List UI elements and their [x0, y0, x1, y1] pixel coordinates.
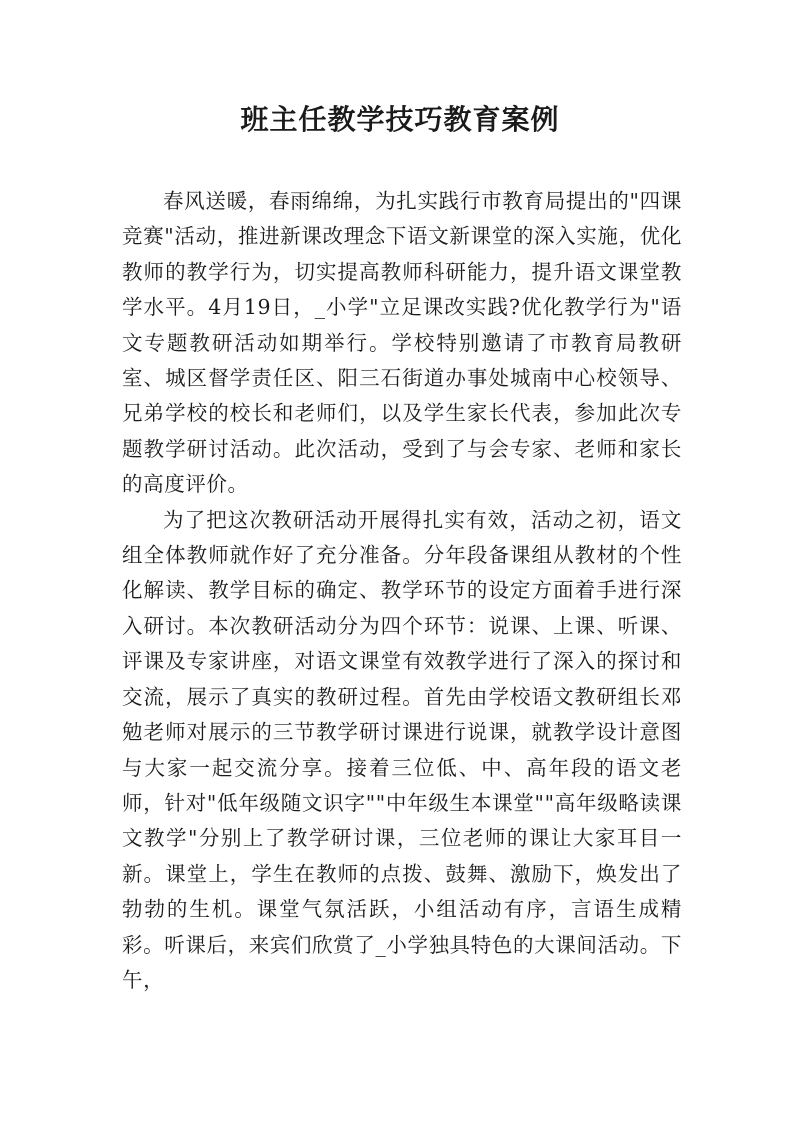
document-body [122, 184, 682, 998]
paragraph-2: 为了把这次教研活动开展得扎实有效，活动之初，语文组全体教师就作好了充分准备。分年段备课组从教材的个性化解读、教学目标的确定、教学环节的设定方面着手进行深入研讨。本次教研活动分为四个环节：说课、上课、听课、评课及专家讲座，对语文课堂有效教学进行了深入的探讨和交流，展示了真实的教研过程。首先由学校语文教研组长邓勉老师对展示的三节教学研讨课进行说课，就教学设计意图与大家一起交流分享。接着三位低、中、高年段的语文老师，针对"低年级随文识字""中年级生本课堂""高年级略读课文教学"分别上了教学研讨课，三位老师的课让大家耳目一新。课堂上，学生在教师的点拨、鼓舞、激励下，焕发出了勃勃的生机。课堂气氛活跃，小组活动有序，言语生成精彩。听课后，来宾们欣赏了_小学独具特色的大课间活动。下午， [122, 507, 682, 992]
paragraph-1: 春风送暖，春雨绵绵，为扎实践行市教育局提出的"四课竞赛"活动，推进新课改理念下语文新课堂的深入实施，优化教师的教学行为，切实提高教师科研能力，提升语文课堂教学水平。4月19日，_小学"立足课改实践?优化教学行为"语文专题教研活动如期举行。学校特别邀请了市教育局教研室、城区督学责任区、阳三石街道办事处城南中心校领导、兄弟学校的校长和老师们，以及学生家长代表，参加此次专题教学研讨活动。此次活动，受到了与会专家、老师和家长的高度评价。 [122, 189, 682, 497]
document-title: 班主任教学技巧教育案例 [240, 103, 560, 136]
